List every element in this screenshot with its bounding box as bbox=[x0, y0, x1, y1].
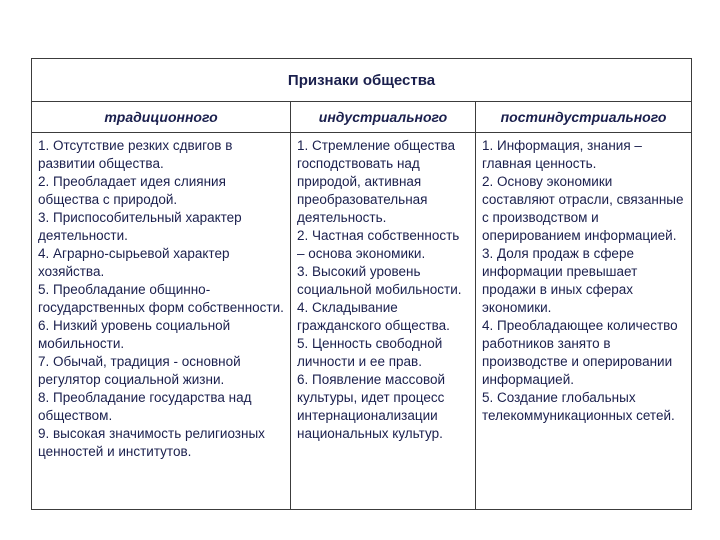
list-item: 2. Основу экономики составляют отрасли, связанные с производством и оперированием информацией. bbox=[482, 174, 684, 243]
traditional-features-cell bbox=[32, 133, 291, 510]
list-item: 1. Отсутствие резких сдвигов в развитии общества. bbox=[38, 138, 233, 171]
industrial-features-cell bbox=[291, 133, 476, 510]
table-title: Признаки общества bbox=[32, 59, 692, 102]
list-item: 2. Частная собственность – основа экономики. bbox=[297, 228, 460, 261]
header-row bbox=[32, 102, 692, 133]
content-row bbox=[32, 133, 692, 510]
postindustrial-features-cell bbox=[476, 133, 692, 510]
list-item: 6. Низкий уровень социальной мобильности. bbox=[38, 318, 231, 351]
list-item: 1. Стремление общества господствовать над природой, активная преобразовательная деятельность. bbox=[297, 138, 456, 225]
list-item: 3. Высокий уровень социальной мобильности. bbox=[297, 264, 462, 297]
list-item: 5. Преобладание общинно-государственных форм собственности. bbox=[38, 282, 284, 315]
title-row bbox=[32, 59, 692, 102]
list-item: 9. высокая значимость религиозных ценностей и институтов. bbox=[38, 426, 265, 459]
list-item: 2. Преобладает идея слияния общества с природой. bbox=[38, 174, 226, 207]
list-item: 4. Преобладающее количество работников занято в производстве и оперировании информацией. bbox=[482, 318, 678, 387]
list-item: 7. Обычай, традиция - основной регулятор социальной жизни. bbox=[38, 354, 241, 387]
column-header-traditional: традиционного bbox=[32, 102, 291, 133]
list-item: 3. Приспособительный характер деятельности. bbox=[38, 210, 242, 243]
list-item: 6. Появление массовой культуры, идет процесс интернационализации национальных культур. bbox=[297, 372, 446, 441]
list-item: 3. Доля продаж в сфере информации превышает продажи в иных сферах экономики. bbox=[482, 246, 638, 315]
list-item: 4. Аграрно-сырьевой характер хозяйства. bbox=[38, 246, 230, 279]
column-header-postindustrial: постиндустриального bbox=[476, 102, 692, 133]
list-item: 5. Создание глобальных телекоммуникационных сетей. bbox=[482, 390, 675, 423]
column-header-industrial: индустриального bbox=[291, 102, 476, 133]
list-item: 1. Информация, знания – главная ценность. bbox=[482, 138, 642, 171]
list-item: 8. Преобладание государства над обществом. bbox=[38, 390, 252, 423]
list-item: 5. Ценность свободной личности и ее прав. bbox=[297, 336, 443, 369]
society-features-table bbox=[31, 58, 692, 510]
list-item: 4. Складывание гражданского общества. bbox=[297, 300, 450, 333]
